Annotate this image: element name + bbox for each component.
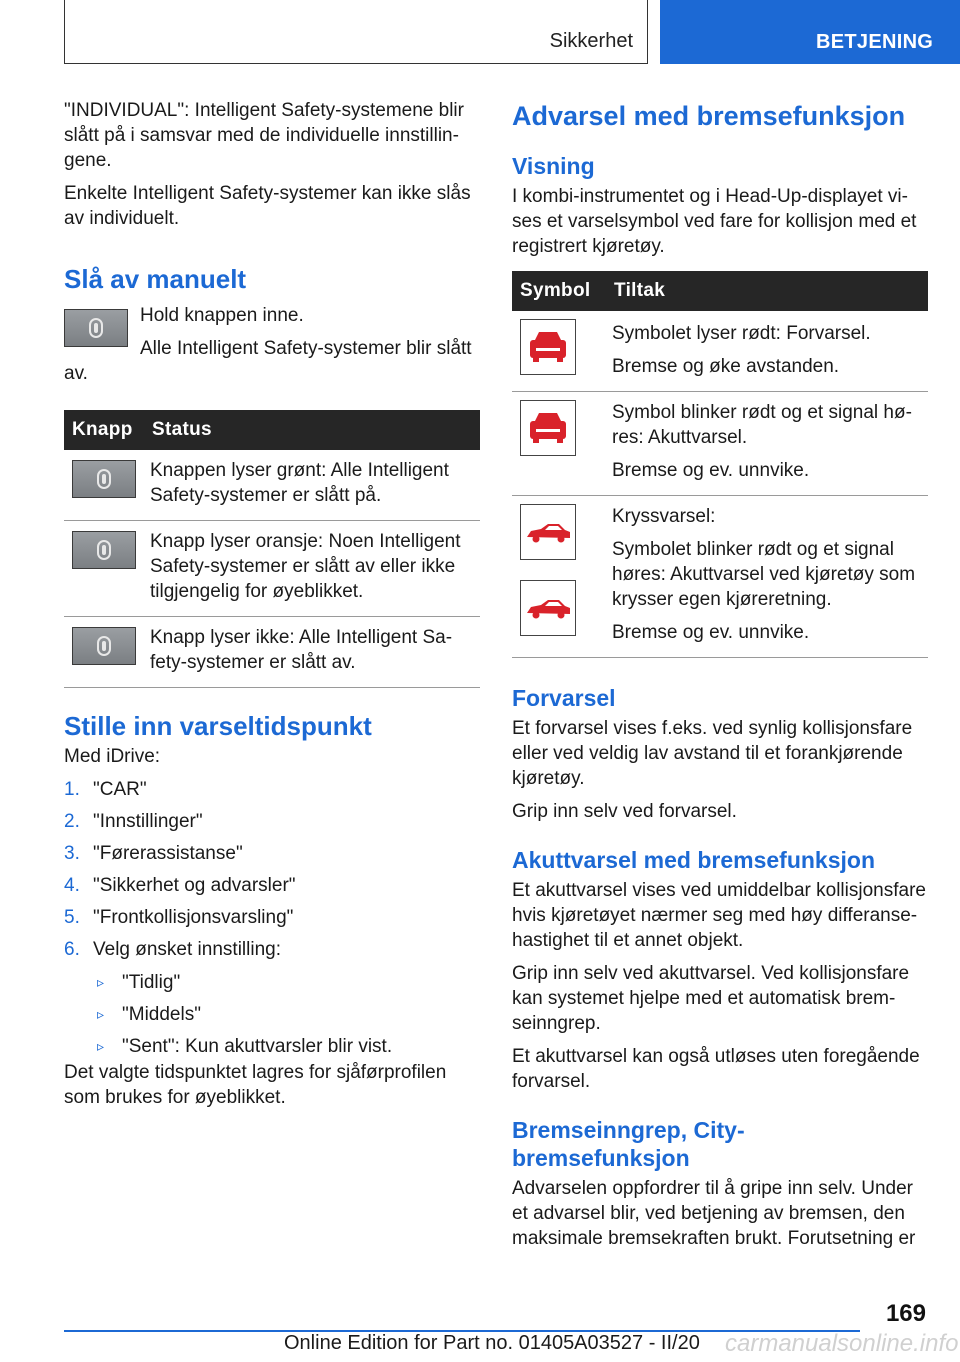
table-header-button: Knapp	[64, 410, 144, 450]
prewarning-action: Bremse og øke avstanden.	[612, 356, 840, 377]
manual-block	[64, 303, 480, 394]
car-front-warning-icon	[520, 400, 576, 456]
safety-button-icon	[87, 317, 105, 339]
acute-brake-heading: Akuttvarsel med bremsefunksjon	[512, 847, 876, 873]
header-section-box	[64, 0, 648, 64]
table-row	[512, 311, 928, 392]
acute-paragraph-1: Et akuttvarsel vises ved umiddelbar kollisjonsfare hvis kjøretøyet nærmer seg med høy differansehastighet til et annet objekt.	[512, 880, 926, 951]
prewarning-paragraph: Et forvarsel vises f.eks. ved synlig kollisjonsfare eller ved veldig lav avstand til et forankjørende kjøretøy.	[512, 718, 913, 789]
acute-warning-text: Symbol blinker rødt og et signal høres: Akuttvarsel.	[612, 402, 912, 448]
prewarning-text: Symbolet lyser rødt: Forvarsel.	[612, 323, 871, 344]
right-column	[512, 98, 928, 1259]
safety-button-icon	[95, 635, 113, 657]
cross-warning-label: Kryssvarsel:	[612, 506, 716, 527]
car-front-warning-icon	[520, 319, 576, 375]
status-text: Knapp lyser oransje: Noen Intelligent Safety-systemer er slått av eller ikke tilgjengelig for øyeblikket.	[144, 521, 480, 617]
safety-button-green-image	[72, 460, 136, 498]
manual-hold-text: Hold knappen inne.	[140, 305, 304, 326]
button-status-table	[64, 410, 480, 688]
triangle-bullet-icon: ▹	[97, 1038, 105, 1054]
option-early: ▹ "Tidlig"	[97, 972, 181, 993]
list-item: 5. "Frontkollisjonsvarsling"	[64, 907, 294, 928]
option-medium: ▹ "Middels"	[97, 1004, 201, 1025]
manual-all-text: Alle Intelligent Safety-systemer blir slått av.	[64, 338, 472, 384]
safety-button-icon	[95, 539, 113, 561]
safety-button-image	[64, 309, 128, 347]
with-idrive-text: Med iDrive:	[64, 746, 161, 767]
triangle-bullet-icon: ▹	[97, 1006, 105, 1022]
table-row	[512, 392, 928, 496]
brake-warning-heading: Advarsel med bremsefunksjon	[512, 101, 906, 131]
table-header-action: Tiltak	[606, 271, 928, 311]
cross-warning-action: Bremse og ev. unnvike.	[612, 622, 810, 643]
triangle-bullet-icon: ▹	[97, 974, 105, 990]
watermark: carmanualsonline.info	[725, 1330, 959, 1357]
setting-options	[93, 970, 480, 1059]
header-section-title: Sikkerhet	[549, 30, 633, 52]
list-item: 2. "Innstillinger"	[64, 811, 203, 832]
safety-button-icon	[95, 468, 113, 490]
status-text: Knappen lyser grønt: Alle Intelligent Safety-systemer er slått på.	[144, 450, 480, 521]
idrive-steps	[64, 777, 480, 1059]
prewarning-intervene: Grip inn selv ved forvarsel.	[512, 801, 737, 822]
status-text: Knapp lyser ikke: Alle Intelligent Safety-systemer er slått av.	[144, 617, 480, 688]
prewarning-heading: Forvarsel	[512, 685, 616, 711]
list-item: 4. "Sikkerhet og advarsler"	[64, 875, 296, 896]
list-item: 6. Velg ønsket innstilling: ▹ "Tidlig" ▹ "Middels" ▹ "Sent": Kun akuttvarsler blir vist.	[64, 937, 480, 1059]
option-late: ▹ "Sent": Kun akuttvarsler blir vist.	[97, 1036, 393, 1057]
individual-paragraph: "INDIVIDUAL": Intelligent Safety-systemene blir slått på i samsvar med de individuelle innstillingene.	[64, 100, 464, 171]
manual-heading: Slå av manuelt	[64, 264, 247, 294]
acute-paragraph-2: Grip inn selv ved akuttvarsel. Ved kollisjonsfare kan systemet hjelpe med et automatisk bremseinngrep.	[512, 963, 910, 1034]
symbol-action-table	[512, 271, 928, 658]
set-warning-time-heading: Stille inn varseltidspunkt	[64, 711, 372, 741]
table-row	[64, 521, 480, 617]
table-row	[64, 617, 480, 688]
acute-paragraph-3: Et akuttvarsel kan også utløses uten foregående forvarsel.	[512, 1046, 920, 1092]
safety-button-orange-image	[72, 531, 136, 569]
list-item: 3. "Førerassistanse"	[64, 843, 243, 864]
table-header-symbol: Symbol	[512, 271, 606, 311]
display-paragraph: I kombi-instrumentet og i Head-Up-displayet vises et varselsymbol ved fare for kollisjon med et registrert kjøretøy.	[512, 186, 917, 257]
page-number: 169	[885, 1300, 926, 1327]
display-heading: Visning	[512, 153, 595, 179]
left-column	[64, 98, 480, 1118]
acute-warning-action: Bremse og ev. unnvike.	[612, 460, 810, 481]
table-row	[64, 450, 480, 521]
table-header-status: Status	[144, 410, 480, 450]
list-item: 1. "CAR"	[64, 779, 147, 800]
safety-button-off-image	[72, 627, 136, 665]
city-brake-heading: Bremseinngrep, City-bremsefunksjon	[512, 1117, 745, 1171]
edition-text: Online Edition for Part no. 01405A03527 - II/20	[284, 1332, 700, 1354]
individual-note: Enkelte Intelligent Safety-systemer kan ikke slås av individuelt.	[64, 183, 471, 229]
table-row	[512, 496, 928, 658]
header-chapter-tab: BETJENING	[660, 0, 960, 64]
car-side-warning-icon	[520, 580, 576, 636]
car-side-warning-icon	[520, 504, 576, 560]
city-brake-paragraph: Advarselen oppfordrer til å gripe inn selv. Under et advarsel blir, ved betjening av bremsen, den maksimale bremsekraften brukt. Forutsetning er	[512, 1178, 916, 1249]
profile-note: Det valgte tidspunktet lagres for sjåførprofilen som brukes for øyeblikket.	[64, 1062, 447, 1108]
cross-warning-text: Symbolet blinker rødt og et signal høres: Akuttvarsel ved kjøretøy som krysser egen kjøreretning.	[612, 539, 916, 610]
